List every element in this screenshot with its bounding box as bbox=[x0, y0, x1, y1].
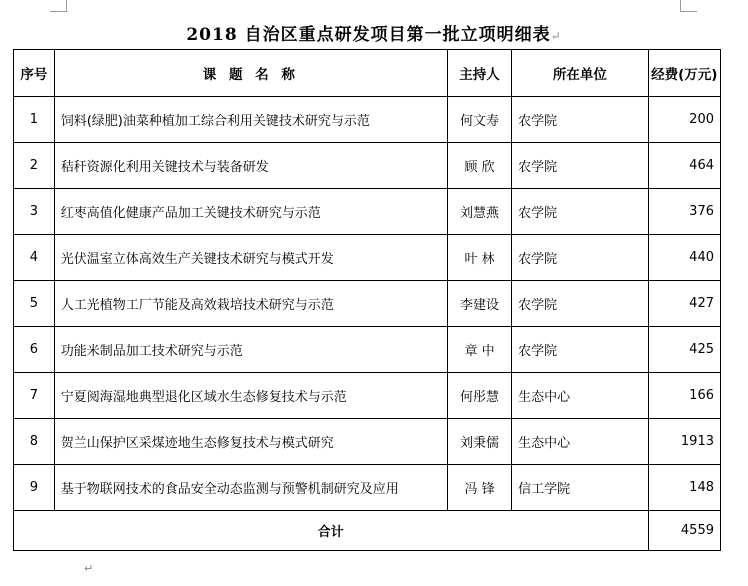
row-no: 8 bbox=[14, 419, 55, 465]
table-header-row bbox=[14, 50, 721, 97]
table-row bbox=[14, 97, 721, 143]
header-name: 课 题 名 称 bbox=[54, 50, 447, 97]
row-host: 何文寿 bbox=[447, 97, 511, 143]
table-row bbox=[14, 189, 721, 235]
header-no: 序号 bbox=[14, 50, 55, 97]
row-name: 基于物联网技术的食品安全动态监测与预警机制研究及应用 bbox=[54, 465, 447, 511]
table-row bbox=[14, 419, 721, 465]
header-host: 主持人 bbox=[447, 50, 511, 97]
total-label: 合计 bbox=[14, 511, 649, 551]
row-unit: 农学院 bbox=[512, 235, 649, 281]
row-no: 6 bbox=[14, 327, 55, 373]
table-row bbox=[14, 281, 721, 327]
row-name: 宁夏阅海湿地典型退化区域水生态修复技术与示范 bbox=[54, 373, 447, 419]
row-fee: 166 bbox=[648, 373, 720, 419]
row-no: 2 bbox=[14, 143, 55, 189]
table-row bbox=[14, 373, 721, 419]
row-fee: 148 bbox=[648, 465, 720, 511]
document-title-text: 2018 自治区重点研发项目第一批立项明细表 bbox=[186, 25, 551, 45]
row-host: 刘秉儒 bbox=[447, 419, 511, 465]
row-no: 3 bbox=[14, 189, 55, 235]
row-fee: 427 bbox=[648, 281, 720, 327]
row-fee: 376 bbox=[648, 189, 720, 235]
row-host: 李建设 bbox=[447, 281, 511, 327]
project-table bbox=[13, 49, 721, 551]
row-unit: 生态中心 bbox=[512, 373, 649, 419]
header-unit: 所在单位 bbox=[512, 50, 649, 97]
paragraph-mark-icon: ↵ bbox=[550, 29, 562, 43]
row-name: 贺兰山保护区采煤迹地生态修复技术与模式研究 bbox=[54, 419, 447, 465]
row-unit: 农学院 bbox=[512, 327, 649, 373]
row-fee: 200 bbox=[648, 97, 720, 143]
row-host: 顾 欣 bbox=[447, 143, 511, 189]
row-name: 红枣高值化健康产品加工关键技术研究与示范 bbox=[54, 189, 447, 235]
row-no: 4 bbox=[14, 235, 55, 281]
row-host: 章 中 bbox=[447, 327, 511, 373]
row-unit: 生态中心 bbox=[512, 419, 649, 465]
page-corner-mark-right bbox=[680, 0, 697, 12]
row-name: 人工光植物工厂节能及高效栽培技术研究与示范 bbox=[54, 281, 447, 327]
row-unit: 农学院 bbox=[512, 189, 649, 235]
table-row bbox=[14, 235, 721, 281]
row-unit: 农学院 bbox=[512, 281, 649, 327]
document-title bbox=[0, 20, 748, 45]
row-no: 7 bbox=[14, 373, 55, 419]
row-fee: 464 bbox=[648, 143, 720, 189]
page-corner-mark-left bbox=[50, 0, 67, 12]
paragraph-mark-icon: ↵ bbox=[84, 562, 94, 575]
header-fee: 经费(万元) bbox=[648, 50, 720, 97]
row-host: 叶 林 bbox=[447, 235, 511, 281]
row-no: 5 bbox=[14, 281, 55, 327]
row-unit: 农学院 bbox=[512, 143, 649, 189]
row-no: 1 bbox=[14, 97, 55, 143]
table-row bbox=[14, 465, 721, 511]
row-name: 饲料(绿肥)油菜种植加工综合利用关键技术研究与示范 bbox=[54, 97, 447, 143]
row-unit: 农学院 bbox=[512, 97, 649, 143]
row-host: 刘慧燕 bbox=[447, 189, 511, 235]
row-host: 何彤慧 bbox=[447, 373, 511, 419]
row-fee: 440 bbox=[648, 235, 720, 281]
row-name: 秸秆资源化利用关键技术与装备研发 bbox=[54, 143, 447, 189]
table-row bbox=[14, 327, 721, 373]
row-no: 9 bbox=[14, 465, 55, 511]
table-row bbox=[14, 143, 721, 189]
row-unit: 信工学院 bbox=[512, 465, 649, 511]
table-total-row bbox=[14, 511, 721, 551]
row-fee: 1913 bbox=[648, 419, 720, 465]
row-host: 冯 锋 bbox=[447, 465, 511, 511]
row-fee: 425 bbox=[648, 327, 720, 373]
row-name: 功能米制品加工技术研究与示范 bbox=[54, 327, 447, 373]
row-name: 光伏温室立体高效生产关键技术研究与模式开发 bbox=[54, 235, 447, 281]
total-fee: 4559 bbox=[648, 511, 720, 551]
